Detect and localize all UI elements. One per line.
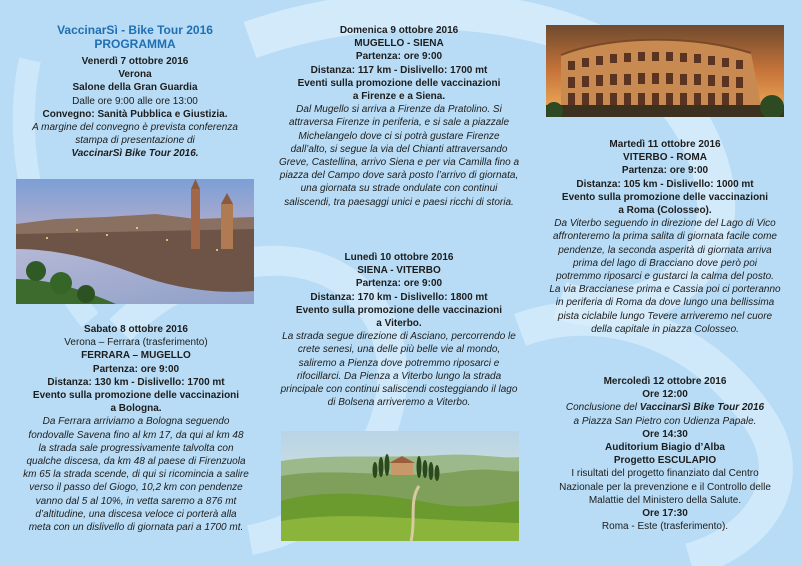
day4-desc-line: principale con continui saliscendi costeggiando il lago xyxy=(280,384,518,396)
day2-desc-line: qualche discesa, da km 48 al paese di Firenzuola xyxy=(26,456,246,468)
day5-desc-line: potremmo riposarci e gustarci la calma del posto. xyxy=(556,271,774,283)
day6-conclusion-prefix: Conclusione del xyxy=(565,402,640,414)
day6-desc-line: Nazionale per la prevenzione e il Controllo delle xyxy=(559,481,771,493)
day2-event-line2: a Bologna. xyxy=(110,403,162,415)
day5-event-line1: Evento sulla promozione delle vaccinazioni xyxy=(561,191,769,203)
day6-project: Progetto ESCULAPIO xyxy=(613,455,717,467)
day6-section xyxy=(543,375,787,533)
day2-desc-line: la strada sale progressivamente talvolta con xyxy=(38,442,234,454)
day5-desc-line: prima del lago di Bracciano dove però poi xyxy=(573,257,757,269)
day4-desc-line: saliremo a Pienza dove potremmo riposarci e xyxy=(298,357,500,369)
day5-start: Partenza: ore 9:00 xyxy=(621,165,709,177)
day2-date: Sabato 8 ottobre 2016 xyxy=(84,324,188,335)
day4-date: Lunedì 10 ottobre 2016 xyxy=(344,252,454,263)
day2-route: FERRARA – MUGELLO xyxy=(81,350,191,362)
day6-desc-line: Malattie del Ministero della Salute. xyxy=(588,494,742,506)
day5-date: Martedì 11 ottobre 2016 xyxy=(609,139,721,150)
programme-header xyxy=(20,24,250,51)
day1-venue: Salone della Gran Guardia xyxy=(72,82,198,94)
day5-desc-line: pendenze, la seconda asperità di giornata arriva xyxy=(558,244,772,256)
day5-description xyxy=(543,217,787,336)
day5-route: VITERBO - ROMA xyxy=(623,152,707,164)
day3-desc-line: Greve, Castellina, arrivo Siena e per via Camilla fino a xyxy=(278,157,520,169)
day4-desc-line: crete senesi, una delle più belle vie al mondo, xyxy=(297,344,501,356)
day1-note-line3: VaccinarSì Bike Tour 2016. xyxy=(71,148,199,160)
day2-desc-line: d’altitudine, una discesa veloce ci porterà alla xyxy=(35,508,237,520)
day3-description xyxy=(270,103,528,209)
day4-desc-line: rifocillarci. Da Pienza a Viterbo lungo la strada xyxy=(296,370,502,382)
day6-time2: Ore 14:30 xyxy=(642,428,688,440)
day3-section xyxy=(270,24,528,209)
day6-conclusion xyxy=(543,401,787,414)
day2-desc-line: meta con un dislivello di giornata pari a 1700 mt. xyxy=(28,522,244,534)
day1-hours: Dalle ore 9:00 alle ore 13:00 xyxy=(72,95,198,107)
day2-desc-line: verso il passo del Giogo, 10,2 km con pendenze xyxy=(29,482,243,494)
day5-desc-line: affronteremo la prima salita di giornata facile come xyxy=(553,231,777,243)
day1-note-line2: stampa di presentazione di xyxy=(75,135,195,147)
day2-transfer: Verona – Ferrara (trasferimento) xyxy=(64,337,208,349)
day4-route: SIENA - VITERBO xyxy=(357,265,441,277)
day4-description xyxy=(270,330,528,409)
day3-start: Partenza: ore 9:00 xyxy=(355,51,443,63)
day5-desc-line: La via Braccianese prima e Cassia poi ci porteranno xyxy=(549,284,781,296)
day3-event-line1: Eventi sulla promozione delle vaccinazioni xyxy=(297,77,501,89)
day5-desc-line: pista ciclabile lungo Tevere arriveremo nel cuore xyxy=(557,310,773,322)
day6-conclusion-line2: a Piazza San Pietro con Udienza Papale. xyxy=(573,415,757,427)
day2-section xyxy=(20,323,252,534)
day3-distance: Distanza: 117 km - Dislivello: 1700 mt xyxy=(310,64,488,76)
day6-description xyxy=(543,467,787,507)
day3-date: Domenica 9 ottobre 2016 xyxy=(339,25,459,36)
day5-event-line2: a Roma (Colosseo). xyxy=(618,205,712,217)
day2-desc-line: vanno dal 5 al 10%, in vetta saremo a 876 mt xyxy=(35,495,237,507)
day3-event-line2: a Firenze e a Siena. xyxy=(352,91,446,103)
day1-date: Venerdì 7 ottobre 2016 xyxy=(81,56,189,67)
brochure-subtitle: PROGRAMMA xyxy=(94,36,176,51)
tuscany-landscape-photo xyxy=(281,431,519,541)
day5-section xyxy=(543,138,787,336)
day4-desc-line: di Bolsena arriveremo a Viterbo. xyxy=(327,397,471,409)
day3-desc-line: una giornata su strade ondulate con continui xyxy=(300,183,498,195)
day6-desc-line: I risultati del progetto finanziato dal Centro xyxy=(571,468,759,480)
day3-route: MUGELLO - SIENA xyxy=(354,38,444,50)
day4-start: Partenza: ore 9:00 xyxy=(355,278,443,290)
day6-time3: Ore 17:30 xyxy=(642,508,688,520)
day3-desc-line: Michelangelo dove ci si potrà gustare Firenze xyxy=(298,130,500,142)
day2-desc-line: km 65 la strada scende, di qui si ricomincia a salire xyxy=(23,469,249,481)
day4-distance: Distanza: 170 km - Dislivello: 1800 mt xyxy=(310,291,488,303)
day1-section xyxy=(20,55,250,161)
day6-venue: Auditorium Biagio d’Alba xyxy=(605,442,725,454)
day2-start: Partenza: ore 9:00 xyxy=(92,363,180,375)
day5-desc-line: in periferia di Roma da dove lungo una bellissima xyxy=(555,297,775,309)
day3-desc-line: dall’alto, si segue la via del Chianti attraversando xyxy=(290,143,508,155)
day5-desc-line: della capitale in piazza Colosseo. xyxy=(591,323,739,335)
day6-time1: Ore 12:00 xyxy=(642,389,688,401)
day6-date: Mercoledì 12 ottobre 2016 xyxy=(603,376,727,387)
day2-distance: Distanza: 130 km - Dislivello: 1700 mt xyxy=(47,376,225,388)
day3-desc-line: Dal Mugello si arriva a Firenze da Pratolino. Si xyxy=(296,104,502,116)
day3-desc-line: attraversa Firenze in periferia, e si sale a piazzale xyxy=(288,117,510,129)
day2-event-line1: Evento sulla promozione delle vaccinazioni xyxy=(32,390,240,402)
day1-city: Verona xyxy=(118,69,152,81)
day6-transfer: Roma - Este (trasferimento). xyxy=(601,521,729,533)
day4-event-line1: Evento sulla promozione delle vaccinazioni xyxy=(295,304,503,316)
day4-desc-line: La strada segue direzione di Asciano, percorrendo le xyxy=(282,331,516,343)
day3-desc-line: saliscendi, tra paesaggi unici e paesi ricchi di storia. xyxy=(284,196,514,208)
day2-desc-line: Da Ferrara arriviamo a Bologna seguendo xyxy=(42,416,230,428)
day5-desc-line: Da Viterbo seguendo in direzione del Lago di Vico xyxy=(554,218,776,230)
day1-convegno: Convegno: Sanità Pubblica e Giustizia. xyxy=(42,108,228,120)
day4-section xyxy=(270,251,528,409)
day6-conclusion-name: VaccinarSì Bike Tour 2016 xyxy=(639,402,765,414)
day2-description xyxy=(20,415,252,534)
brochure-title: VaccinarSì - Bike Tour 2016 xyxy=(57,23,213,37)
day3-desc-line: piazza del Campo dove sarà posto l’arrivo di giornata, xyxy=(279,170,519,182)
verona-photo xyxy=(16,179,254,304)
day1-note-line1: A margine del convegno è prevista conferenza xyxy=(32,122,238,134)
colosseum-photo xyxy=(546,25,784,117)
day2-desc-line: fondovalle Savena fino al km 17, da qui al km 48 xyxy=(28,429,244,441)
day4-event-line2: a Viterbo. xyxy=(376,318,422,330)
day5-distance: Distanza: 105 km - Dislivello: 1000 mt xyxy=(576,178,754,190)
